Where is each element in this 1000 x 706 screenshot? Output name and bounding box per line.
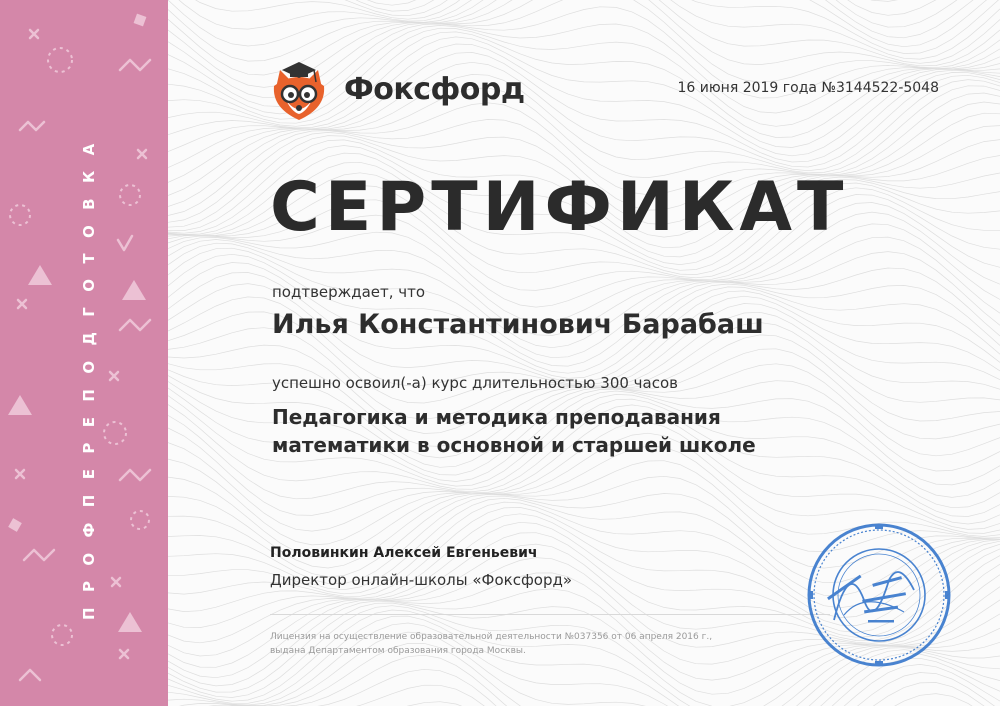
guilloche-line [168,673,1000,706]
guilloche-line [168,0,1000,15]
confirms-text: подтверждает, что [272,283,426,301]
signatory-role: Директор онлайн-школы «Фоксфорд» [270,571,573,589]
fox-graduate-icon [266,58,332,124]
course-title-line1: Педагогика и методика преподавания [272,405,721,429]
recipient-name: Илья Константинович Барабаш [272,309,764,340]
brand-name: Фоксфорд [344,72,525,107]
license-line1: Лицензия на осуществление образовательной деятельности №037356 от 06 апреля 2016 г., [270,632,713,642]
signatory-name: Половинкин Алексей Евгеньевич [270,545,538,561]
course-title-line2: математики в основной и старшей школе [272,433,756,457]
sidebar [0,0,168,706]
certificate-title: СЕРТИФИКАТ [270,168,849,247]
round-seal-icon [804,520,954,670]
issue-date: 16 июня 2019 года [677,80,817,96]
issue-info [678,80,939,96]
sidebar-vertical-label: ПРОФПЕРЕПОДГОТОВКА [80,128,98,620]
license-line2: выдана Департаментом образования города Москвы. [270,646,526,656]
completion-text: успешно освоил(-а) курс длительностью 300 часов [272,374,678,392]
guilloche-line [168,0,1000,5]
divider [270,614,830,615]
guilloche-line [168,0,1000,27]
license-text [270,630,712,658]
certificate-number: №3144522-5048 [821,80,939,96]
guilloche-line [168,248,1000,358]
course-title [272,403,792,459]
